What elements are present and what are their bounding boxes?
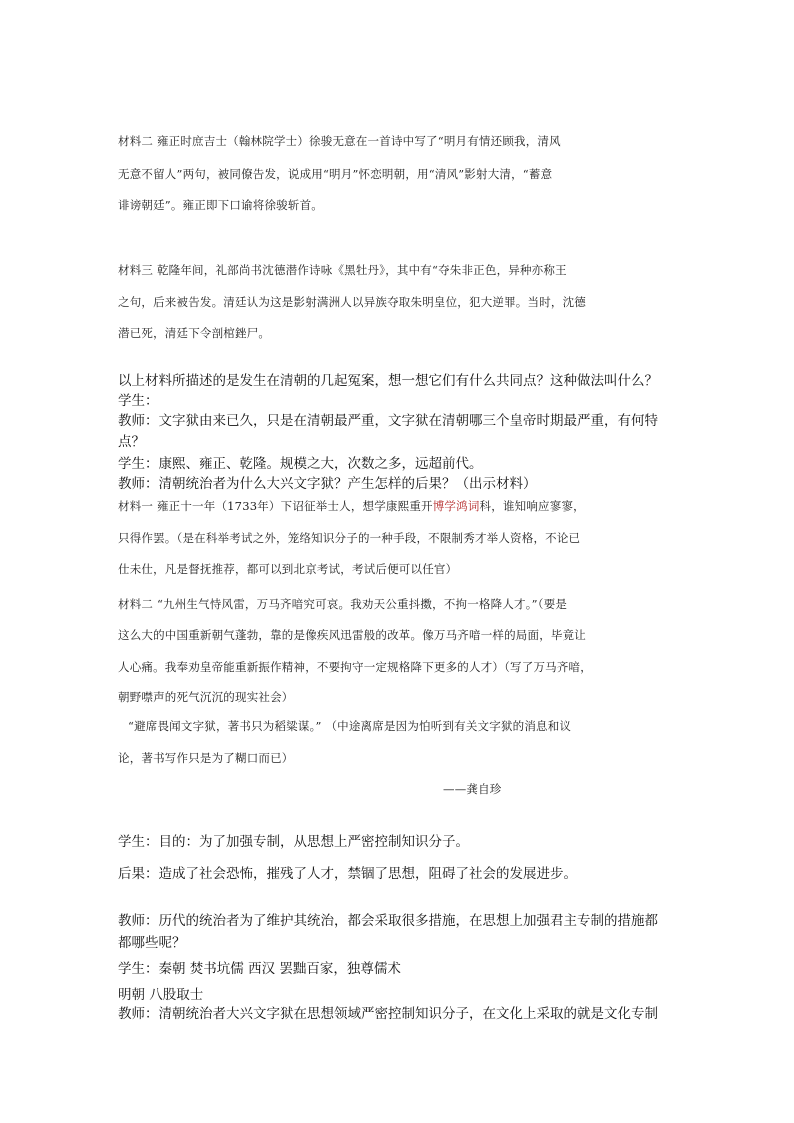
student-reply-5: 学生：秦朝 焚书坑儒 西汉 罢黜百家，独尊儒术: [118, 961, 401, 977]
question-paragraph: 以上材料所描述的是发生在清朝的几起冤案，想一想它们有什么共同点？这种做法叫什么？: [118, 373, 658, 389]
poem-material-line-6: 论，著书写作只是为了糊口而已）: [118, 751, 294, 765]
material-3-line-2: 之句，后来被告发。清廷认为这是影射满洲人以异族夺取朱明皇位，犯大逆罪。当时，沈德: [118, 295, 586, 309]
teacher-line-4: 教师：清朝统治者大兴文字狱在思想领域严密控制知识分子，在文化上采取的就是文化专制: [118, 1006, 658, 1022]
student-reply-4: 后果：造成了社会恐怖，摧残了人才，禁锢了思想，阻碍了社会的发展进步。: [118, 866, 577, 882]
teacher-line-1a: 教师：文字狱由来已久，只是在清朝最严重，文字狱在清朝哪三个皇帝时期最严重，有何特: [118, 413, 658, 429]
poem-material-line-1: 材料二 “九州生气恃风雷，万马齐喑究可哀。我劝天公重抖擞，不拘一格降人才。”（要是: [118, 597, 568, 611]
material-1-text-a: 材料一 雍正十一年（1733年）下诏征举士人，想学康熙重开: [118, 499, 433, 513]
material-2-line-3: 诽谤朝廷”。雍正即下口谕将徐骏斩首。: [118, 198, 323, 212]
student-reply-6: 明朝 八股取士: [118, 987, 204, 1003]
material-1-line-2: 只得作罢。（是在科举考试之外，笼络知识分子的一种手段，不限制秀才举人资格，不论已: [118, 531, 581, 545]
teacher-line-3a: 教师：历代的统治者为了维护其统治，都会采取很多措施，在思想上加强君主专制的措施都: [118, 913, 658, 929]
material-3-line-1: 材料三 乾隆年间，礼部尚书沈德潜作诗咏《黑牡丹》，其中有“夺朱非正色，异种亦称王: [118, 263, 567, 277]
teacher-line-1b: 点？: [118, 434, 145, 450]
teacher-line-3b: 都哪些呢？: [118, 935, 186, 951]
poem-material-line-2: 这么大的中国重新朝气蓬勃，靠的是像疾风迅雷般的改革。像万马齐喑一样的局面，毕竟让: [118, 628, 586, 642]
poem-material-line-5: “避席畏闻文字狱，著书只为稻粱谋。” （中途离席是因为怕听到有关文字狱的消息和议: [128, 719, 572, 733]
teacher-line-2: 教师：清朝统治者为什么大兴文字狱？产生怎样的后果？（出示材料）: [118, 476, 537, 492]
poem-author: ——龚自珍: [443, 782, 502, 796]
poem-material-line-4: 朝野噤声的死气沉沉的现实社会）: [118, 690, 294, 704]
material-2-line-1: 材料二 雍正时庶吉士（翰林院学士）徐骏无意在一首诗中写了“明月有情还顾我，清风: [118, 134, 561, 148]
poem-material-line-3: 人心痛。我奉劝皇帝能重新振作精神，不要拘守一定规格降下更多的人才）（写了万马齐喑，: [118, 660, 592, 674]
student-reply-2: 学生：康熙、雍正、乾隆。规模之大，次数之多，远超前代。: [118, 456, 483, 472]
student-reply-3: 学生：目的：为了加强专制，从思想上严密控制知识分子。: [118, 834, 469, 850]
material-1-line-1: [118, 498, 585, 514]
material-3-line-3: 潜已死，清廷下令剖棺銼尸。: [118, 326, 271, 340]
material-2-line-2: 无意不留人”两句，被同僚告发，说成用“明月”怀恋明朝，用“清风”影射大清，“蓄意: [118, 167, 553, 181]
material-1-line-3: 仕未仕，凡是督抚推荐，都可以到北京考试，考试后便可以任官）: [118, 562, 458, 576]
highlight-term: 博学鸿词: [432, 499, 480, 513]
student-reply-1: 学生：: [118, 393, 159, 409]
material-1-text-b: 科，谁知响应寥寥，: [479, 499, 585, 513]
